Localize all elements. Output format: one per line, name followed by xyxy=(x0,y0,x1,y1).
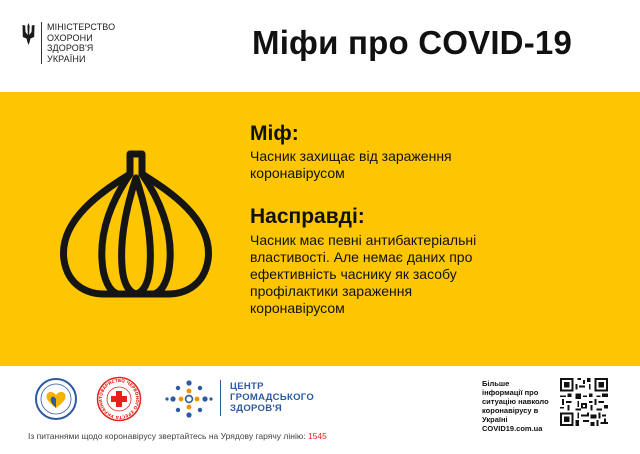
more-info-line: інформації про xyxy=(482,388,539,397)
fact-line: коронавірусом xyxy=(250,300,345,316)
hotline-note xyxy=(28,431,327,441)
phc-line: ГРОМАДСЬКОГО xyxy=(230,392,315,403)
ministry-line: ЗДОРОВ'Я xyxy=(47,43,94,53)
phc-name xyxy=(230,381,314,414)
phc-divider xyxy=(220,380,221,416)
fact-text xyxy=(250,232,580,317)
trident-icon xyxy=(22,23,35,45)
public-health-center-logo xyxy=(163,377,215,421)
ministry-name xyxy=(41,22,115,64)
fact-line: ефективність часнику як засобу xyxy=(250,266,457,282)
myth-heading: Міф: xyxy=(250,122,299,145)
garlic-icon xyxy=(56,148,216,300)
ministry-line: УКРАЇНИ xyxy=(47,53,86,64)
ministry-logo xyxy=(22,22,115,64)
phc-line: ЗДОРОВ'Я xyxy=(230,403,283,414)
myth-text xyxy=(250,148,580,182)
header xyxy=(0,0,640,92)
foundation-logo xyxy=(34,377,78,421)
more-info-link[interactable]: COVID19.com.ua xyxy=(482,424,543,433)
hotline-text: Із питаннями щодо коронавірусу звертайтесь на Урядову гарячу лінію: xyxy=(28,431,308,441)
red-cross-logo xyxy=(96,376,142,422)
hotline-number[interactable]: 1545 xyxy=(307,431,327,441)
more-info-line: ситуацію навколо xyxy=(482,397,549,406)
more-info-line: коронавірусу в xyxy=(482,406,539,415)
myth-line: коронавірусом xyxy=(250,165,345,181)
ministry-line: ОХОРОНИ xyxy=(47,32,93,43)
more-info-text xyxy=(482,379,560,433)
fact-line: Часник має певні антибактеріальні xyxy=(250,232,477,248)
phc-line: ЦЕНТР xyxy=(230,381,264,392)
more-info-line: Більше xyxy=(482,379,510,388)
more-info-line: Україні xyxy=(482,415,508,424)
red-cross-ring-text: ТОВАРИСТВО ЧЕРВОНОГО ХРЕСТА УКРАЇНИ xyxy=(97,377,141,421)
qr-code[interactable] xyxy=(560,378,608,426)
fact-heading: Насправді: xyxy=(250,205,365,228)
poster-title: Міфи про COVID-19 xyxy=(252,24,573,61)
fact-line: властивості. Але немає даних про xyxy=(250,249,473,265)
ministry-line: МІНІСТЕРСТВО xyxy=(47,22,116,32)
myth-line: Часник захищає від зараження xyxy=(250,148,452,164)
fact-line: профілактики зараження xyxy=(250,283,413,299)
